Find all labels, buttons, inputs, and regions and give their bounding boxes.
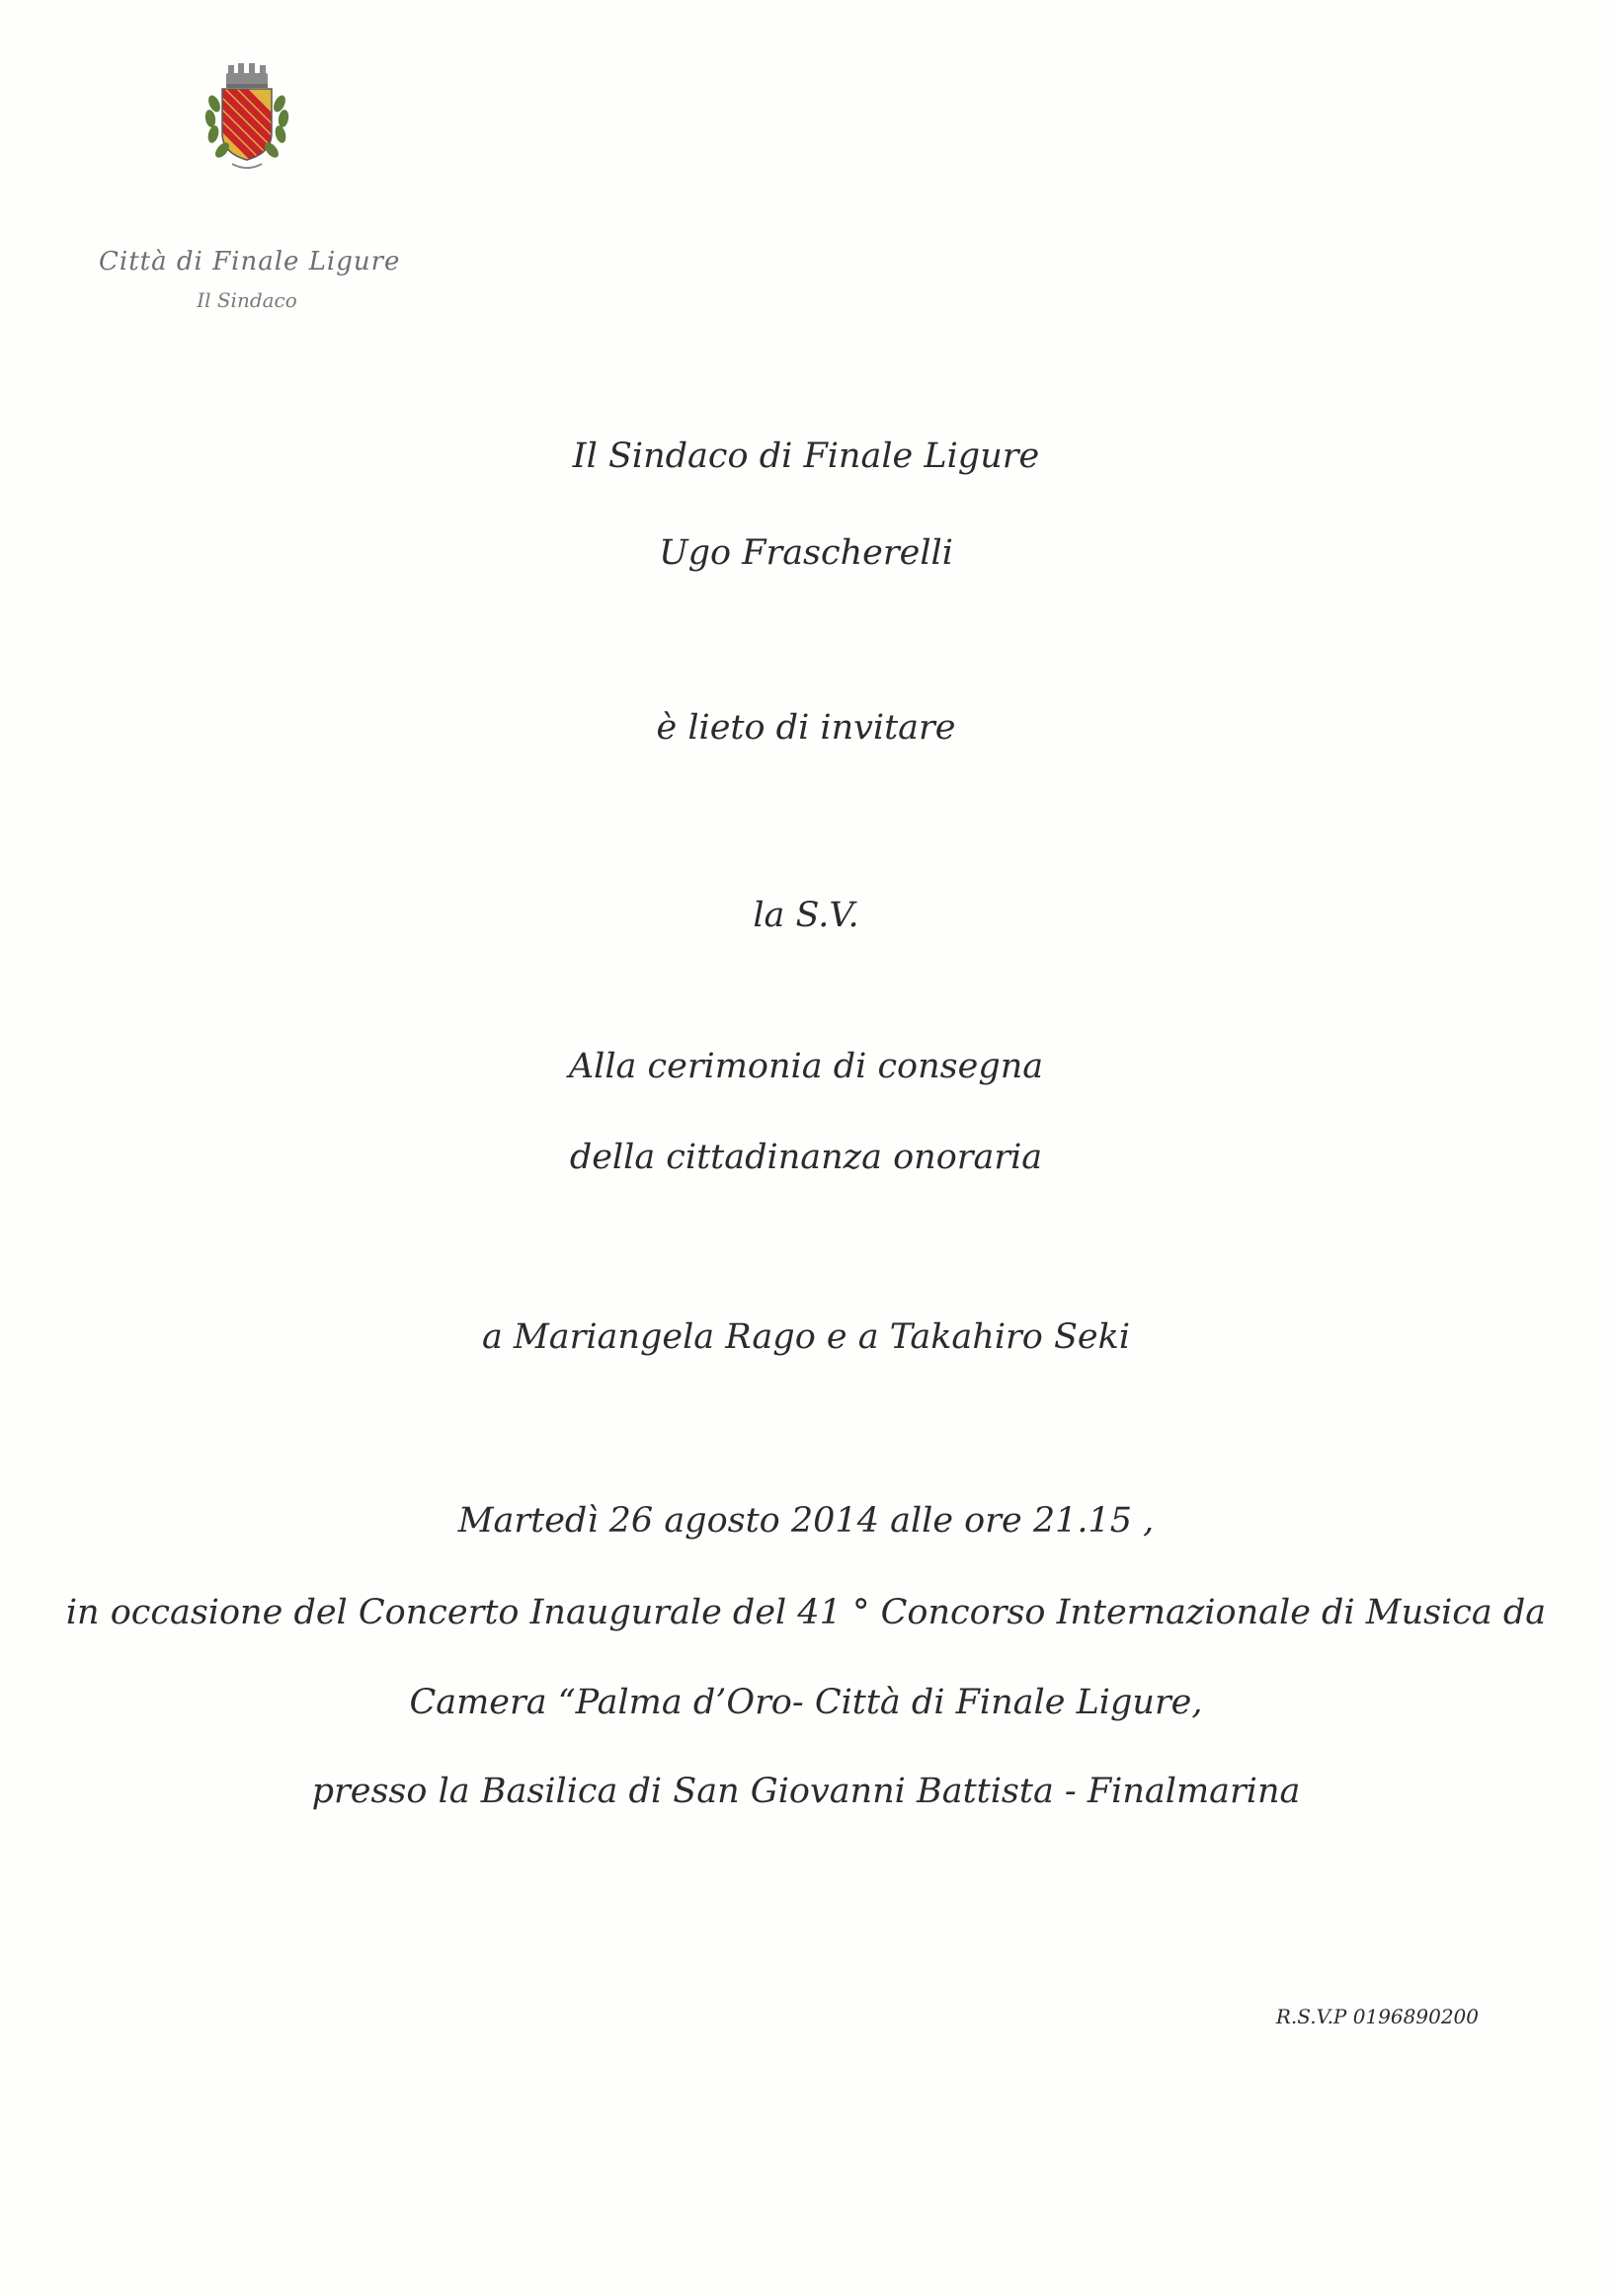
invites-text: è lieto di invitare (656, 708, 956, 748)
ceremony-line-2: della cittadinanza onoraria (569, 1138, 1043, 1177)
mayor-role: Il Sindaco (197, 288, 297, 312)
host-title: Il Sindaco di Finale Ligure (572, 436, 1040, 476)
coat-of-arms-icon (183, 59, 311, 178)
recipient: la S.V. (753, 896, 859, 935)
venue: presso la Basilica di San Giovanni Battista - Finalmarina (311, 1772, 1301, 1811)
city-name: Città di Finale Ligure (99, 247, 401, 277)
honorees: a Mariangela Rago e a Takahiro Seki (481, 1317, 1131, 1357)
rsvp-phone: R.S.V.P 0196890200 (1275, 2005, 1479, 2028)
ceremony-line-1: Alla cerimonia di consegna (568, 1047, 1044, 1086)
host-name: Ugo Frascherelli (659, 533, 953, 573)
occasion-line-1: in occasione del Concerto Inaugurale del 41 ° Concorso Internazionale di Musica da (65, 1593, 1547, 1632)
letterhead (99, 59, 401, 312)
event-date: Martedì 26 agosto 2014 alle ore 21.15 , (457, 1501, 1155, 1541)
occasion-line-2: Camera “Palma d’Oro- Città di Finale Ligure, (409, 1683, 1203, 1722)
